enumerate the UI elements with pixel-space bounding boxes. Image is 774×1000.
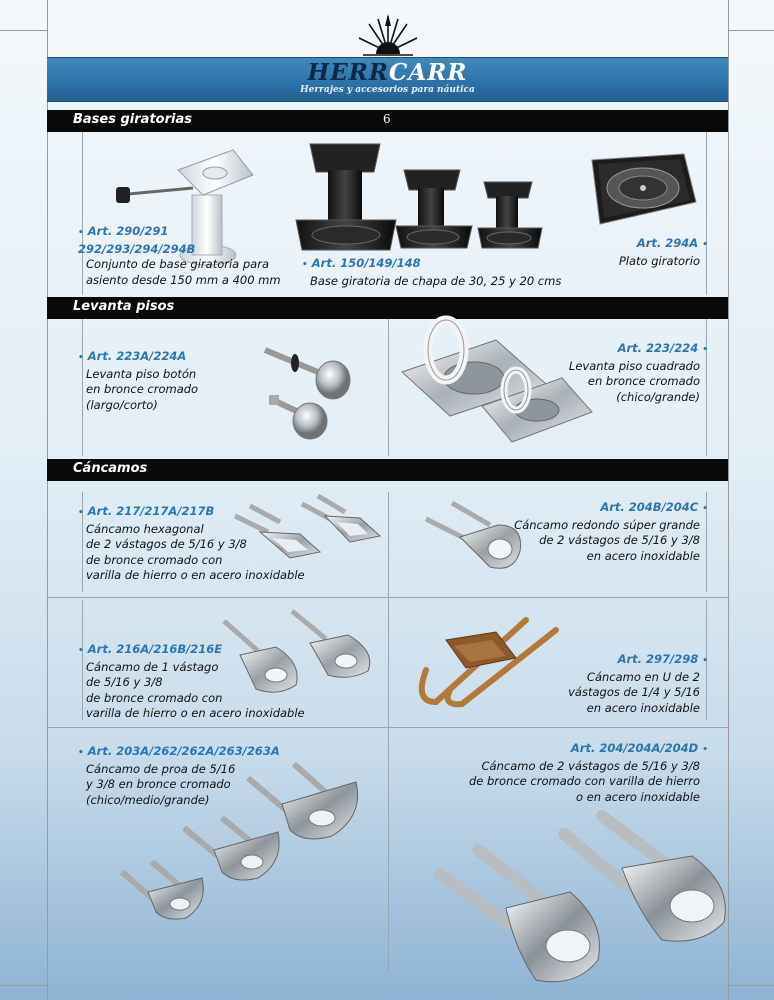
bullet-icon: • (78, 748, 84, 758)
page-number: 6 (383, 112, 391, 126)
item-art-223a (78, 349, 258, 413)
article-description: Cáncamo en U de 2 vástagos de 1/4 y 5/16 en acero inoxidable (568, 669, 700, 715)
item-art-223 (548, 341, 708, 405)
hex-eye-bolt-image (230, 492, 385, 572)
item-art-294a (540, 236, 708, 269)
bullet-icon: • (302, 260, 308, 270)
header-banner (47, 57, 728, 102)
article-code: • Art. 290/291 292/293/294/294B (78, 224, 196, 256)
item-art-150 (302, 256, 562, 289)
divider (706, 132, 707, 295)
double-stem-eye-bolt-image (430, 812, 750, 992)
article-description: Cáncamo de 1 vástago de 5/16 y 3/8 de bronce cromado con varilla de hierro o en acero inoxidable (86, 659, 305, 720)
brand-tagline: Herrajes y accesorios para náutica (300, 85, 475, 95)
sheet-swivel-bases-image (292, 142, 552, 262)
brand-logo: HERRCARR (307, 59, 468, 86)
item-art-290 (78, 224, 308, 288)
bullet-icon: • (702, 745, 708, 755)
article-description: Levanta piso cuadrado en bronce cromado (chico/grande) (568, 358, 700, 404)
article-code: Art. 297/298 • (617, 652, 708, 666)
section-bar-bases-giratorias (47, 110, 728, 132)
bullet-icon: • (78, 228, 84, 238)
guide-line-top-left (0, 30, 47, 31)
section-bar-levanta-pisos (47, 297, 728, 319)
article-code: Art. 223/224 • (617, 341, 708, 355)
item-art-204 (468, 741, 708, 805)
bullet-icon: • (702, 504, 708, 514)
article-code: • Art. 150/149/148 (302, 256, 421, 270)
article-code: • Art. 216A/216B/216E (78, 642, 223, 656)
divider (388, 492, 389, 972)
article-code: • Art. 217/217A/217B (78, 504, 215, 518)
article-description: Cáncamo hexagonal de 2 vástagos de 5/16 y 3/8 de bronce cromado con varilla de hierro o en acero inoxidable (86, 521, 305, 582)
article-description: Cáncamo redondo súper grande de 2 vástagos de 5/16 y 3/8 en acero inoxidable (514, 517, 700, 563)
section-title: Bases giratorias (73, 112, 192, 127)
divider (47, 727, 728, 728)
guide-line-top-right (728, 30, 774, 31)
bullet-icon: • (78, 353, 84, 363)
section-title: Cáncamos (73, 461, 148, 476)
article-code: Art. 294A • (636, 236, 708, 250)
article-description: Levanta piso botón en bronce cromado (largo/corto) (86, 366, 199, 412)
button-floor-lift-image (255, 335, 365, 445)
single-stem-eye-bolt-image (218, 605, 380, 697)
u-bolt-image (406, 610, 566, 710)
bullet-icon: • (78, 508, 84, 518)
divider (388, 319, 389, 456)
bullet-icon: • (702, 240, 708, 250)
item-art-204b (508, 500, 708, 564)
article-description: Base giratoria de chapa de 30, 25 y 20 cms (310, 273, 562, 288)
bow-eye-bolt-image (118, 760, 368, 935)
compass-logo-icon (355, 14, 421, 56)
bullet-icon: • (702, 656, 708, 666)
article-code: Art. 204/204A/204D • (570, 741, 708, 755)
article-code: • Art. 203A/262/262A/263/263A (78, 744, 280, 758)
swivel-plate-image (580, 150, 700, 230)
bullet-icon: • (702, 345, 708, 355)
guide-line-left (47, 0, 48, 1000)
article-description: Cáncamo de proa de 5/16 y 3/8 en bronce cromado (chico/medio/grande) (86, 761, 236, 807)
article-description: Conjunto de base giratoria para asiento desde 150 mm a 400 mm (86, 257, 281, 287)
article-code: • Art. 223A/224A (78, 349, 187, 363)
section-bar-cancamos (47, 459, 728, 481)
divider (47, 597, 728, 598)
article-description: Cáncamo de 2 vástagos de 5/16 y 3/8 de bronce cromado con varilla de hierro o en acero inoxidable (468, 758, 700, 804)
article-description: Plato giratorio (618, 253, 700, 268)
guide-line-bottom-left (0, 985, 47, 986)
section-title: Levanta pisos (73, 299, 175, 314)
bullet-icon: • (78, 646, 84, 656)
article-code: Art. 204B/204C • (600, 500, 708, 514)
item-art-297 (548, 652, 708, 716)
